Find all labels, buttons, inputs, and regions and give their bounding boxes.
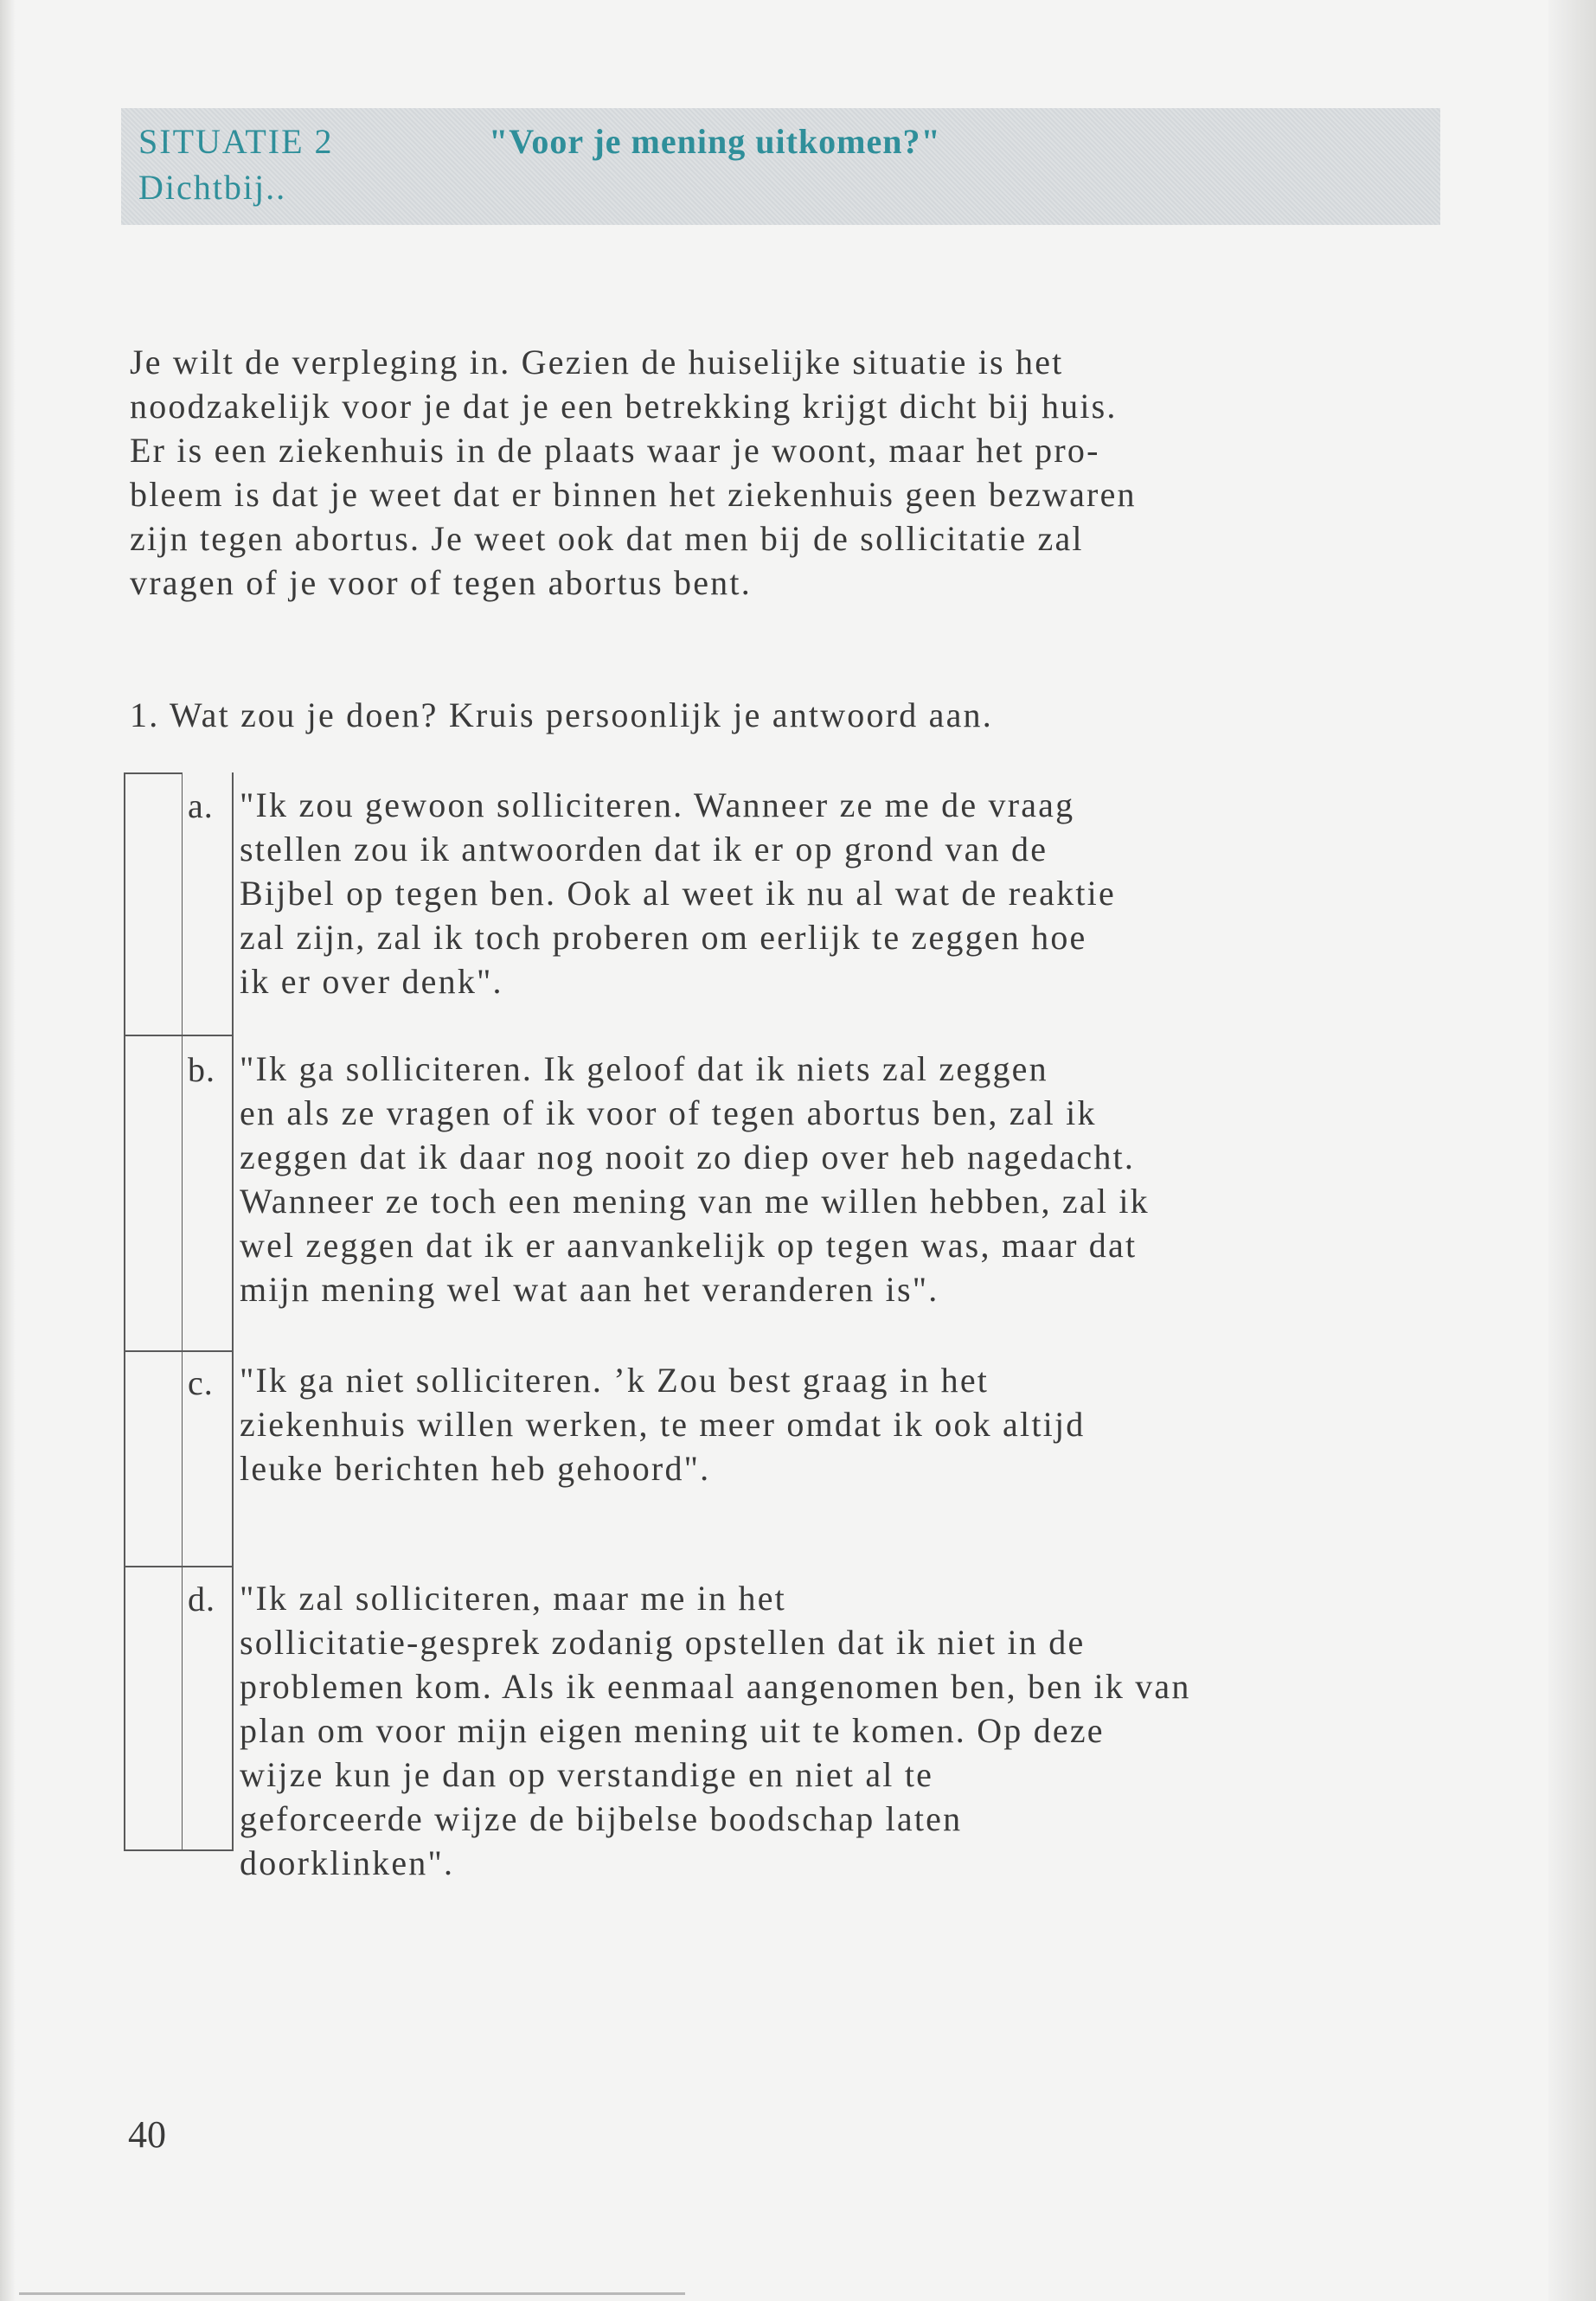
option-line: ziekenhuis willen werken, te meer omdat ik ook altijd (240, 1405, 1086, 1444)
option-d-text (240, 1576, 1433, 1885)
option-c-letter: c. (188, 1363, 214, 1402)
option-line: mijn mening wel wat aan het veranderen is". (240, 1270, 939, 1309)
intro-line: noodzakelijk voor je dat je een betrekking krijgt dicht bij huis. (130, 387, 1118, 426)
option-line: "Ik zal solliciteren, maar me in het (240, 1579, 786, 1618)
intro-line: bleem is dat je weet dat er binnen het ziekenhuis geen bezwaren (130, 475, 1137, 514)
situation-subtitle: Dichtbij.. (138, 168, 287, 207)
situation-question: "Voor je mening uitkomen?" (489, 122, 941, 161)
option-line: Wanneer ze toch een mening van me willen hebben, zal ik (240, 1182, 1150, 1221)
option-line: zal zijn, zal ik toch proberen om eerlijk te zeggen hoe (240, 918, 1087, 957)
option-a-checkbox[interactable] (124, 772, 183, 1036)
intro-line: Er is een ziekenhuis in de plaats waar je woont, maar het pro- (130, 431, 1100, 470)
option-d-checkbox[interactable] (124, 1566, 183, 1851)
option-line: sollicitatie-gesprek zodanig opstellen dat ik niet in de (240, 1623, 1086, 1662)
option-line: wijze kun je dan op verstandige en niet al te (240, 1755, 934, 1794)
option-line: problemen kom. Als ik eenmaal aangenomen ben, ben ik van (240, 1667, 1191, 1706)
option-line: doorklinken". (240, 1843, 455, 1882)
intro-paragraph (130, 340, 1427, 605)
option-line: zeggen dat ik daar nog nooit zo diep over heb nagedacht. (240, 1138, 1136, 1176)
option-line: en als ze vragen of ik voor of tegen abortus ben, zal ik (240, 1093, 1097, 1132)
option-line: ik er over denk". (240, 962, 503, 1001)
option-line: leuke berichten heb gehoord". (240, 1449, 711, 1488)
option-line: stellen zou ik antwoorden dat ik er op grond van de (240, 830, 1048, 868)
option-c-checkbox[interactable] (124, 1350, 183, 1567)
option-c-text (240, 1358, 1433, 1490)
option-b-letter: b. (188, 1050, 215, 1089)
situation-number: SITUATIE 2 (138, 122, 334, 161)
page-bottom-rule (19, 2292, 685, 2295)
page-number: 40 (128, 2113, 166, 2156)
intro-line: Je wilt de verpleging in. Gezien de huiselijke situatie is het (130, 343, 1064, 381)
intro-line: vragen of je voor of tegen abortus bent. (130, 563, 752, 602)
option-line: "Ik ga niet solliciteren. ’k Zou best graag in het (240, 1361, 990, 1400)
question-1: 1. Wat zou je doen? Kruis persoonlijk je antwoord aan. (130, 695, 993, 734)
option-line: plan om voor mijn eigen mening uit te komen. Op deze (240, 1711, 1105, 1750)
option-line: "Ik ga solliciteren. Ik geloof dat ik niets zal zeggen (240, 1049, 1048, 1088)
option-line: wel zeggen dat ik er aanvankelijk op tegen was, maar dat (240, 1226, 1138, 1265)
option-a-text (240, 783, 1433, 1003)
option-b-checkbox[interactable] (124, 1035, 183, 1352)
page-left-edge (0, 0, 16, 2301)
option-d-letter: d. (188, 1580, 215, 1618)
option-line: geforceerde wijze de bijbelse boodschap laten (240, 1799, 963, 1838)
intro-line: zijn tegen abortus. Je weet ook dat men bij de sollicitatie zal (130, 519, 1084, 558)
option-a-letter: a. (188, 786, 214, 825)
option-line: "Ik zou gewoon solliciteren. Wanneer ze me de vraag (240, 785, 1075, 824)
page-right-edge (1548, 0, 1596, 2301)
option-b-text (240, 1047, 1433, 1311)
option-line: Bijbel op tegen ben. Ook al weet ik nu al wat de reaktie (240, 874, 1116, 913)
